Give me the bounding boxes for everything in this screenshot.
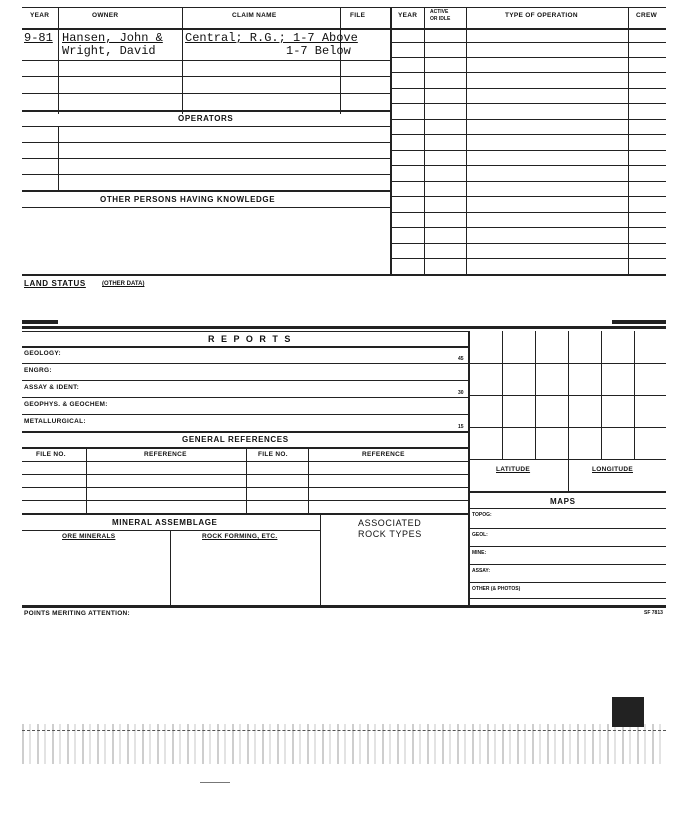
ref-header-file-no-2: FILE NO. — [258, 451, 288, 458]
associated-rock-types-line2: ROCK TYPES — [358, 529, 422, 539]
report-metallurgical: METALLURGICAL: — [24, 418, 86, 425]
ref-header-reference-1: REFERENCE — [144, 451, 187, 458]
scale-15: 15 — [458, 424, 464, 430]
other-persons-title: OTHER PERSONS HAVING KNOWLEDGE — [100, 195, 276, 204]
section-divider-left-mark — [22, 320, 58, 324]
maps-topog: TOPOG: — [472, 512, 492, 518]
points-meriting-attention: POINTS MERITING ATTENTION: — [24, 610, 131, 617]
associated-rock-types-line1: ASSOCIATED — [358, 518, 422, 528]
land-status-label: LAND STATUS — [24, 279, 86, 288]
maps-other: OTHER (& PHOTOS) — [472, 586, 521, 592]
entry-year: 9-81 — [24, 31, 53, 45]
header-owner: OWNER — [92, 12, 119, 19]
scale-45: 45 — [458, 356, 464, 362]
ore-minerals-header: ORE MINERALS — [62, 533, 116, 540]
maps-geol: GEOL: — [472, 532, 488, 538]
section-divider-right-mark — [612, 320, 666, 324]
report-geology: GEOLOGY: — [24, 350, 61, 357]
latitude-label: LATITUDE — [496, 466, 531, 473]
report-geophys: GEOPHYS. & GEOCHEM: — [24, 401, 108, 408]
reports-title: R E P O R T S — [208, 334, 293, 344]
rock-forming-header: ROCK FORMING, ETC. — [202, 533, 278, 540]
ref-header-reference-2: REFERENCE — [362, 451, 405, 458]
activity-header-crew: CREW — [636, 12, 658, 19]
activity-header-idle: OR IDLE — [430, 16, 451, 22]
header-file: FILE — [350, 12, 366, 19]
mineral-assemblage-title: MINERAL ASSEMBLAGE — [112, 518, 218, 527]
activity-header-year: YEAR — [398, 12, 418, 19]
maps-title: MAPS — [550, 497, 576, 506]
ref-header-file-no-1: FILE NO. — [36, 451, 66, 458]
entry-owner-line2: Wright, David — [62, 44, 156, 58]
entry-claim-line1: Central; R.G.; 1-7 Above — [185, 31, 358, 45]
activity-header-type: TYPE OF OPERATION — [505, 12, 578, 19]
scan-dark-block — [612, 697, 644, 727]
general-references-title: GENERAL REFERENCES — [182, 435, 289, 444]
form-number: SF 7813 — [644, 610, 663, 616]
scale-30: 30 — [458, 390, 464, 396]
maps-assay: ASSAY: — [472, 568, 491, 574]
longitude-label: LONGITUDE — [592, 466, 633, 473]
entry-claim-line2: 1-7 Below — [286, 44, 351, 58]
header-year: YEAR — [30, 12, 50, 19]
operators-title: OPERATORS — [178, 114, 234, 123]
header-claim-name: CLAIM NAME — [232, 12, 277, 19]
land-status-sub: (OTHER DATA) — [102, 281, 145, 287]
activity-header-active: ACTIVE — [430, 9, 449, 15]
report-engrg: ENGRG: — [24, 367, 52, 374]
report-assay: ASSAY & IDENT: — [24, 384, 80, 391]
maps-mine: MINE: — [472, 550, 487, 556]
entry-owner-line1: Hansen, John & — [62, 31, 163, 45]
